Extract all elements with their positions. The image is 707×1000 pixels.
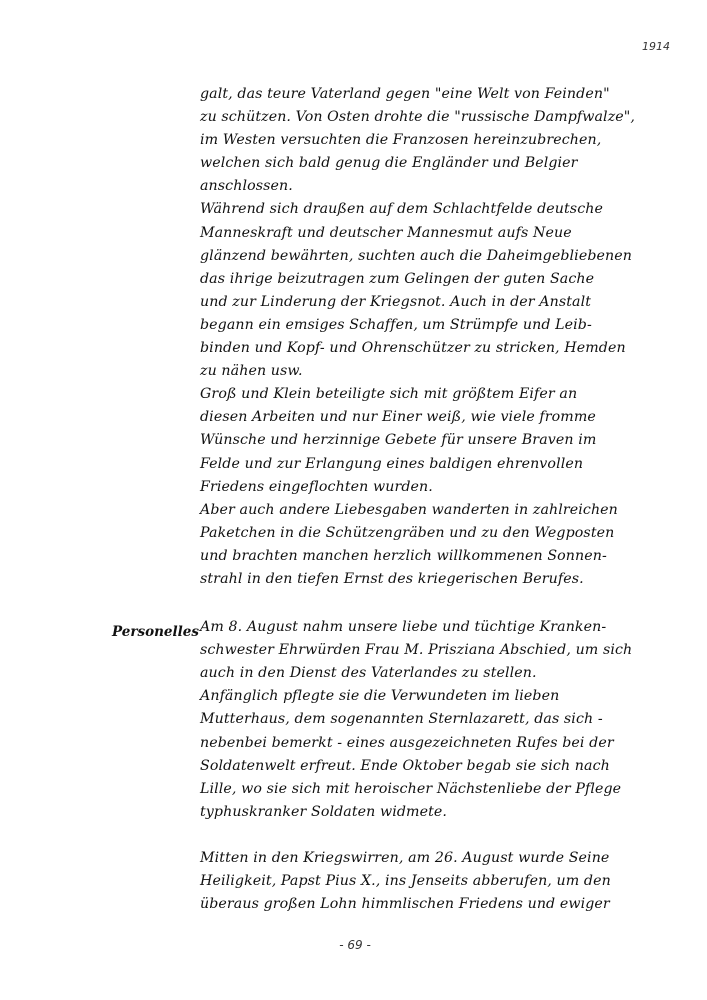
text-line: Anfänglich pflegte sie die Verwundeten im lieben — [200, 688, 560, 705]
text-line: welchen sich bald genug die Engländer und Belgier — [200, 155, 578, 172]
text-line: galt, das teure Vaterland gegen "eine Welt von Feinden" — [200, 86, 610, 102]
text-line: binden und Kopf- und Ohrenschützer zu stricken, Hemden — [200, 340, 626, 357]
text-line: strahl in den tiefen Ernst des kriegerischen Berufes. — [200, 570, 584, 587]
text-line: im Westen versuchten die Franzosen hereinzubrechen, — [200, 132, 602, 149]
text-line: Felde und zur Erlangung eines baldigen ehrenvollen — [200, 455, 584, 472]
text-line: nebenbei bemerkt - eines ausgezeichneten Rufes bei der — [200, 734, 614, 751]
text-line: schwester Ehrwürden Frau M. Prisziana Abschied, um sich — [200, 642, 633, 659]
paragraph-4 — [200, 499, 640, 591]
text-line: Wünsche und herzinnige Gebete für unsere Braven im — [200, 432, 597, 449]
text-line: Während sich draußen auf dem Schlachtfelde deutsche — [200, 201, 603, 218]
text-line: überaus großen Lohn himmlischen Friedens und ewiger — [200, 896, 610, 913]
paragraph-gap — [200, 824, 640, 847]
paragraph-2 — [200, 198, 640, 383]
text-line: glänzend bewährten, suchten auch die Daheimgebliebenen — [200, 247, 632, 264]
text-line: Heiligkeit, Papst Pius X., ins Jenseits abberufen, um den — [200, 873, 611, 889]
text-line: anschlossen. — [200, 178, 293, 195]
text-line: Friedens eingeflochten wurden. — [200, 478, 433, 495]
text-line: und brachten manchen herzlich willkommenen Sonnen- — [200, 547, 607, 564]
text-line: Mutterhaus, dem sogenannten Sternlazarett, das sich - — [200, 711, 603, 728]
text-line: begann ein emsiges Schaffen, um Strümpfe und Leib- — [200, 316, 592, 333]
text-line: zu nähen usw. — [200, 363, 303, 380]
text-line: Manneskraft und deutscher Mannesmut aufs Neue — [200, 224, 572, 241]
text-line: zu schützen. Von Osten drohte die "russische Dampfwalze", — [200, 109, 635, 126]
side-heading: Personelles — [112, 624, 199, 640]
text-line: das ihrige beizutragen zum Gelingen der guten Sache — [200, 270, 595, 287]
text-line: Am 8. August nahm unsere liebe und tüchtige Kranken- — [200, 619, 607, 636]
paragraph-5 — [200, 616, 640, 824]
section-gap — [200, 591, 640, 616]
text-line: Paketchen in die Schützengräben und zu den Wegposten — [200, 524, 615, 541]
year-header: 1914 — [642, 40, 670, 53]
text-line: Groß und Klein beteiligte sich mit größtem Eifer an — [200, 386, 578, 403]
text-line: und zur Linderung der Kriegsnot. Auch in der Anstalt — [200, 293, 592, 310]
text-line: Soldatenwelt erfreut. Ende Oktober begab sie sich nach — [200, 757, 610, 774]
text-line: Mitten in den Kriegswirren, am 26. August wurde Seine — [200, 849, 610, 866]
paragraph-1 — [200, 83, 640, 198]
text-line: Aber auch andere Liebesgaben wanderten in zahlreichen — [200, 501, 618, 518]
document-body — [200, 83, 640, 916]
text-line: diesen Arbeiten und nur Einer weiß, wie viele fromme — [200, 409, 596, 426]
paragraph-3 — [200, 383, 640, 498]
page-number: - 69 - — [339, 938, 371, 952]
text-line: Lille, wo sie sich mit heroischer Nächstenliebe der Pflege — [200, 780, 622, 797]
paragraph-6 — [200, 847, 640, 916]
text-line: auch in den Dienst des Vaterlandes zu stellen. — [200, 665, 537, 682]
text-line: typhuskranker Soldaten widmete. — [200, 803, 448, 820]
